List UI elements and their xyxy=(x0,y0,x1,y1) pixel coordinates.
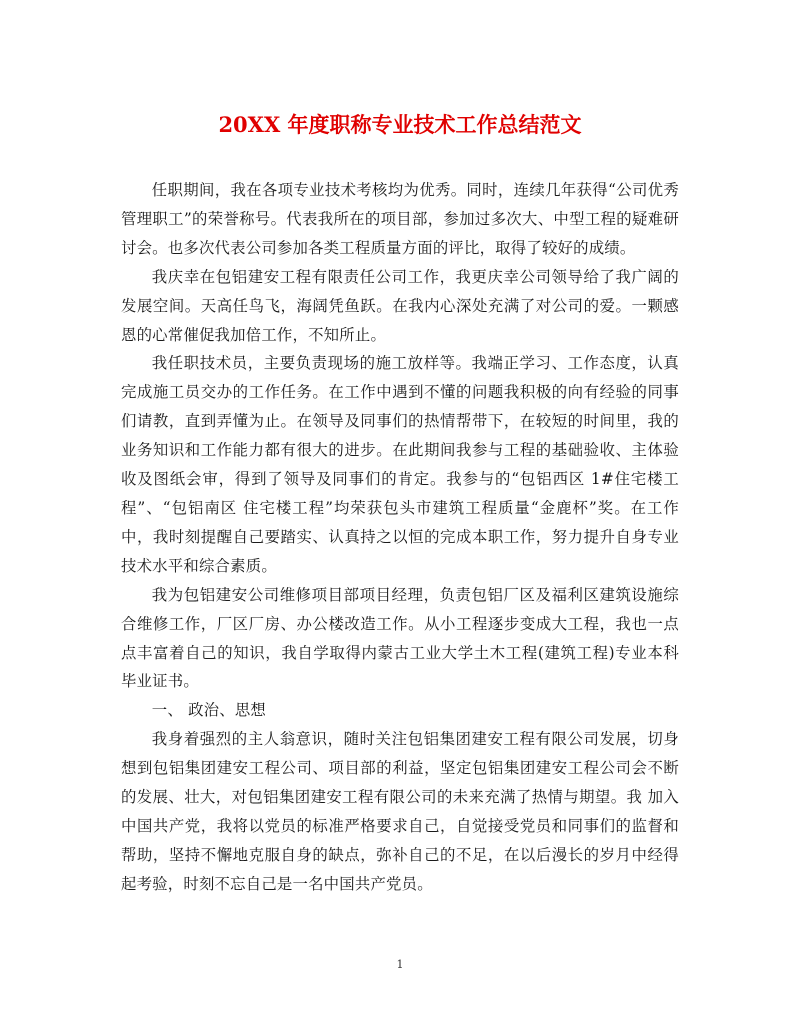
page-number: 1 xyxy=(396,958,404,971)
paragraph: 我身着强烈的主人翁意识，随时关注包铝集团建安工程有限公司发展，切身想到包铝集团建安工程公司、项目部的利益，坚定包铝集团建安工程公司会不断的发展、壮大，对包铝集团建安工程有限公司的未来充满了热情与期望。我 加入中国共产党，我将以党员的标准严格要求自己，自觉接受党员和同事们的监督和帮助，坚持不懈地克服自身的缺点，弥补自己的不足，在以后漫长的岁月中经得起考验，时刻不忘自己是一名中国共产党员。 xyxy=(121,730,679,893)
section-heading: 一、 政治、思想 xyxy=(151,701,267,720)
document-body xyxy=(121,176,679,899)
paragraph: 我任职技术员，主要负责现场的施工放样等。我端正学习、工作态度，认真完成施工员交办的工作任务。在工作中遇到不懂的问题我积极的向有经验的同事们请教，直到弄懂为止。在领导及同事们的热情帮带下，在较短的时间里，我的业务知识和工作能力都有很大的进步。在此期间我参与工程的基础验收、主体验收及图纸会审，得到了领导及同事们的肯定。我参与的“包铝西区 1#住宅楼工程”、“包铝南区 住宅楼工程”均荣获包头市建筑工程质量“金鹿杯”奖。在工作中，我时刻提醒自己要踏实、认真持之以恒的完成本职工作，努力提升自身专业技术水平和综合素质。 xyxy=(121,354,679,575)
document-title: 20XX 年度职称专业技术工作总结范文 xyxy=(218,112,582,137)
paragraph: 我庆幸在包铝建安工程有限责任公司工作，我更庆幸公司领导给了我广阔的发展空间。天高任鸟飞，海阔凭鱼跃。在我内心深处充满了对公司的爱。一颗感恩的心常催促我加倍工作，不知所止。 xyxy=(121,267,679,344)
paragraph: 任职期间，我在各项专业技术考核均为优秀。同时，连续几年获得“公司优秀管理职工”的荣誉称号。代表我所在的项目部，参加过多次大、中型工程的疑难研讨会。也多次代表公司参加各类工程质量方面的评比，取得了较好的成绩。 xyxy=(121,181,679,257)
paragraph: 我为包铝建安公司维修项目部项目经理，负责包铝厂区及福利区建筑设施综合维修工作，厂区厂房、办公楼改造工作。从小工程逐步变成大工程，我也一点点丰富着自己的知识，我自学取得内蒙古工业大学土木工程(建筑工程)专业本科毕业证书。 xyxy=(121,585,679,691)
